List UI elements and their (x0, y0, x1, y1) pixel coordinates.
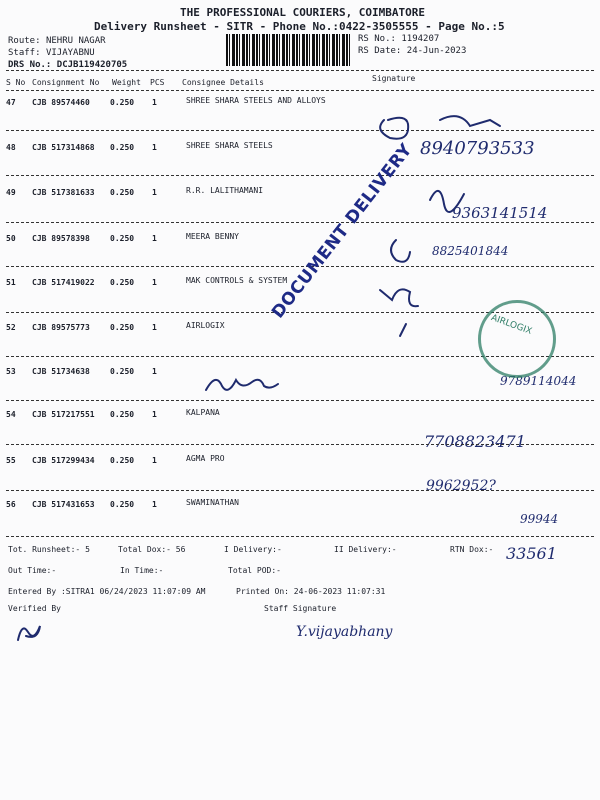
row-weight: 0.250 (110, 410, 135, 419)
row-signature: 8940793533 (420, 138, 535, 159)
row-sno: 49 (6, 188, 16, 197)
col-pcs: PCS (150, 78, 165, 87)
rs-date-line (358, 46, 466, 56)
row-pcs: 1 (152, 278, 157, 287)
row-consignee: SHREE SHARA STEELS AND ALLOYS (186, 96, 326, 105)
company-title: THE PROFESSIONAL COURIERS, COIMBATORE (180, 6, 426, 19)
row-sno: 51 (6, 278, 16, 287)
col-sno: S No (6, 78, 26, 87)
rs-date-label: RS Date: (358, 46, 402, 56)
row-signature: 9962952? (426, 478, 496, 494)
drs-value: DCJB119420705 (56, 60, 128, 70)
ii-delivery: II Delivery:- (334, 545, 397, 554)
staff-signature-label: Staff Signature (264, 604, 337, 613)
row-weight: 0.250 (110, 143, 135, 152)
row-consignee: R.R. LALITHAMANI (186, 186, 264, 195)
row-weight: 0.250 (110, 367, 135, 376)
col-consignee: Consignee Details (182, 78, 264, 87)
row-consignment: CJB 517314868 (32, 143, 95, 152)
col-consignment: Consignment No (32, 78, 100, 87)
drs-line (8, 60, 127, 70)
row-pcs: 1 (152, 456, 157, 465)
column-divider (6, 90, 594, 91)
row-pcs: 1 (152, 98, 157, 107)
i-delivery: I Delivery:- (224, 545, 282, 554)
row-sno: 55 (6, 456, 16, 465)
row-consignment: CJB 89578398 (32, 234, 90, 243)
row-signature: 7708823471 (424, 432, 526, 451)
row-pcs: 1 (152, 367, 157, 376)
row-weight: 0.250 (110, 456, 135, 465)
row-consignee: MAK CONTROLS & SYSTEM (186, 276, 288, 285)
route-line (8, 36, 106, 46)
row-pcs: 1 (152, 500, 157, 509)
col-weight: Weight (112, 78, 141, 87)
row-weight: 0.250 (110, 278, 135, 287)
rs-no-line (358, 34, 439, 44)
rtn-dox: RTN Dox:- (450, 545, 494, 554)
row-consignment: CJB 89575773 (32, 323, 90, 332)
header-divider (6, 70, 594, 71)
row-consignee: AIRLOGIX (186, 321, 225, 330)
verified-by: Verified By (8, 604, 61, 613)
row-consignment: CJB 517419022 (32, 278, 95, 287)
row-signature: 99944 (520, 512, 559, 526)
row-pcs: 1 (152, 234, 157, 243)
row-consignee: SWAMINATHAN (186, 498, 239, 507)
row-pcs: 1 (152, 323, 157, 332)
staff-signature: Y.vijayabhany (296, 624, 393, 640)
staff-label: Staff: (8, 48, 41, 58)
staff-line (8, 48, 95, 58)
row-signature: 8825401844 (432, 244, 509, 258)
row-pcs: 1 (152, 143, 157, 152)
col-signature: Signature (372, 74, 416, 83)
row-53-signature-icon (200, 370, 290, 400)
row-sno: 48 (6, 143, 16, 152)
staff-value: VIJAYABNU (45, 48, 95, 58)
row-consignee: MEERA BENNY (186, 232, 239, 241)
drs-label: DRS No.: (8, 60, 52, 70)
rs-no-label: RS No.: (358, 34, 396, 44)
printed-on: Printed On: 24-06-2023 11:07:31 (236, 587, 386, 596)
row-weight: 0.250 (110, 234, 135, 243)
row-consignment: CJB 89574460 (32, 98, 90, 107)
rs-date-value: 24-Jun-2023 (406, 46, 467, 56)
document-delivery-stamp: DOCUMENT DELIVERY (268, 139, 417, 323)
row-sno: 53 (6, 367, 16, 376)
row-consignment: CJB 517299434 (32, 456, 95, 465)
runsheet-subtitle: Delivery Runsheet - SITR - Phone No.:0422-3505555 - Page No.:5 (94, 20, 505, 33)
row-weight: 0.250 (110, 500, 135, 509)
row-pcs: 1 (152, 410, 157, 419)
row-consignment: CJB 517431653 (32, 500, 95, 509)
entered-by: Entered By :SITRA1 06/24/2023 11:07:09 AM (8, 587, 206, 596)
row-consignment: CJB 517381633 (32, 188, 95, 197)
row-sno: 54 (6, 410, 16, 419)
row-signature: 9363141514 (452, 204, 548, 222)
row-weight: 0.250 (110, 98, 135, 107)
row-weight: 0.250 (110, 323, 135, 332)
route-value: NEHRU NAGAR (45, 36, 106, 46)
total-pod: Total POD:- (228, 566, 281, 575)
seal-label: AIRLOGIX (489, 313, 534, 337)
row-consignee: AGMA PRO (186, 454, 225, 463)
rtn-dox-hand: 33561 (506, 544, 557, 563)
rs-no-value: 1194207 (401, 34, 440, 44)
in-time: In Time:- (120, 566, 164, 575)
row-sno: 50 (6, 234, 16, 243)
verified-signature-icon (14, 618, 44, 646)
company-seal (478, 300, 556, 378)
row-sno: 56 (6, 500, 16, 509)
row-pcs: 1 (152, 188, 157, 197)
row-consignee: SHREE SHARA STEELS (186, 141, 273, 150)
row-consignee: KALPANA (186, 408, 220, 417)
total-runsheet: Tot. Runsheet:- 5 (8, 545, 90, 554)
out-time: Out Time:- (8, 566, 57, 575)
row-sno: 52 (6, 323, 16, 332)
route-label: Route: (8, 36, 41, 46)
row-consignment: CJB 51734638 (32, 367, 90, 376)
barcode (226, 34, 352, 66)
row-sno: 47 (6, 98, 16, 107)
row-weight: 0.250 (110, 188, 135, 197)
row-signature: 9789114044 (500, 374, 577, 388)
row-consignment: CJB 517217551 (32, 410, 95, 419)
total-dox: Total Dox:- 56 (118, 545, 186, 554)
